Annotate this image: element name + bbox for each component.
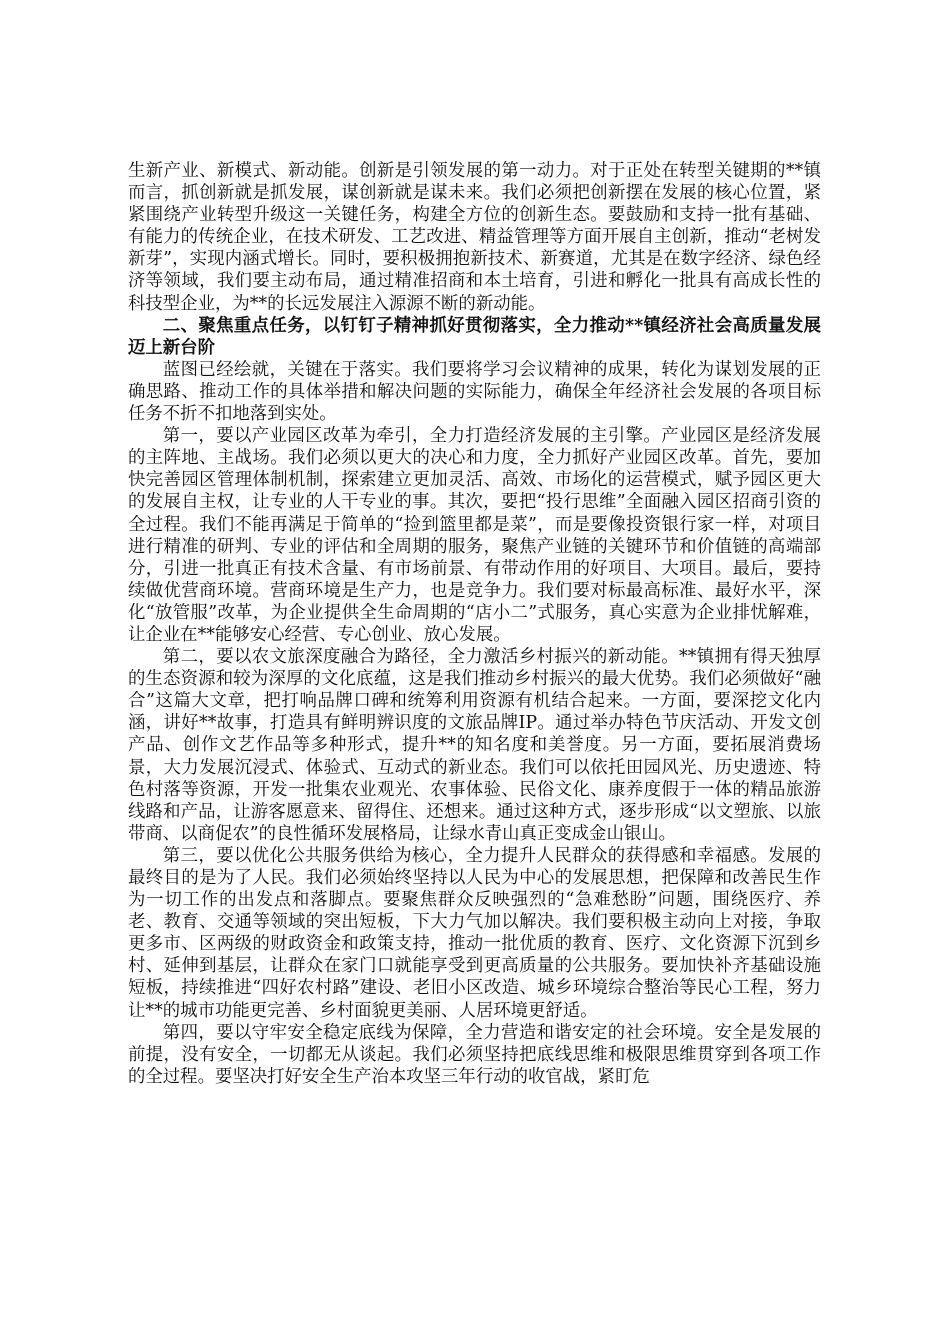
paragraph-innovation-continued: 生新产业、新模式、新动能。创新是引领发展的第一动力。对于正处在转型关键期的**镇而言，抓创新就是抓发展，谋创新就是谋未来。我们必须把创新摆在发展的核心位置，紧紧围绕产业转型升级这一关键任务，构建全方位的创新生态。要鼓励和支持一批有基础、有能力的传统企业，在技术研发、工艺改进、精益管理等方面开展自主创新，推动“老树发新芽”，实现内涵式增长。同时，要积极拥抱新技术、新赛道，尤其是在数字经济、绿色经济等领域，我们要主动布局，通过精准招商和本土培育，引进和孵化一批具有高成长性的科技型企业，为**的长远发展注入源源不断的新动能。 bbox=[128, 161, 821, 314]
paragraph-fourth: 第四，要以守牢安全稳定底线为保障，全力营造和谐安定的社会环境。安全是发展的前提，没有安全，一切都无从谈起。我们必须坚持把底线思维和极限思维贯穿到各项工作的全过程。要坚决打好安全生产治本攻坚三年行动的收官战，紧盯危 bbox=[128, 1022, 821, 1087]
paragraph-intro: 蓝图已经绘就，关键在于落实。我们要将学习会议精神的成果，转化为谋划发展的正确思路、推动工作的具体举措和解决问题的实际能力，确保全年经济社会发展的各项目标任务不折不扣地落到实处。 bbox=[128, 359, 821, 425]
paragraph-first: 第一，要以产业园区改革为牵引，全力打造经济发展的主引擎。产业园区是经济发展的主阵地、主战场。我们必须以更大的决心和力度，全力抓好产业园区改革。首先，要加快完善园区管理体制机制，探索建立更加灵活、高效、市场化的运营模式，赋予园区更大的发展自主权，让专业的人干专业的事。其次，要把“投行思维”全面融入园区招商引资的全过程。我们不能再满足于简单的“捡到篮里都是菜”，而是要像投资银行家一样，对项目进行精准的研判、专业的评估和全周期的服务，聚焦产业链的关键环节和价值链的高端部分，引进一批真正有技术含量、有市场前景、有带动作用的好项目、大项目。最后，要持续做优营商环境。营商环境是生产力，也是竞争力。我们要对标最高标准、最好水平，深化“放管服”改革，为企业提供全生命周期的“店小二”式服务，真心实意为企业排忧解难，让企业在**能够安心经营、专心创业、放心发展。 bbox=[128, 426, 821, 645]
paragraph-second: 第二，要以农文旅深度融合为路径，全力激活乡村振兴的新动能。**镇拥有得天独厚的生态资源和较为深厚的文化底蕴，这是我们推动乡村振兴的最大优势。我们必须做好“融合”这篇大文章，把打响品牌口碑和统筹利用资源有机结合起来。一方面，要深挖文化内涵，讲好**故事，打造具有鲜明辨识度的文旅品牌IP。通过举办特色节庆活动、开发文创产品、创作文艺作品等多种形式，提升**的知名度和美誉度。另一方面，要拓展消费场景，大力发展沉浸式、体验式、互动式的新业态。我们可以依托田园风光、历史遗迹、特色村落等资源，开发一批集农业观光、农事体验、民俗文化、康养度假于一体的精品旅游线路和产品，让游客愿意来、留得住、还想来。通过这种方式，逐步形成“以文塑旅、以旅带商、以商促农”的良性循环发展格局，让绿水青山真正变成金山银山。 bbox=[128, 647, 821, 844]
paragraph-third: 第三，要以优化公共服务供给为核心，全力提升人民群众的获得感和幸福感。发展的最终目的是为了人民。我们必须始终坚持以人民为中心的发展思想，把保障和改善民生作为一切工作的出发点和落脚点。要聚焦群众反映强烈的“急难愁盼”问题，围绕医疗、养老、教育、交通等领域的突出短板，下大力气加以解决。我们要积极主动向上对接，争取更多市、区两级的财政资金和政策支持，推动一批优质的教育、医疗、文化资源下沉到乡村、延伸到基层，让群众在家门口就能享受到更高质量的公共服务。要加快补齐基础设施短板，持续推进“四好农村路”建设、老旧小区改造、城乡环境综合整治等民心工程，努力让**的城市功能更完善、乡村面貌更美丽、人居环境更舒适。 bbox=[128, 845, 821, 1021]
document-page bbox=[128, 160, 821, 1088]
section-heading-2: 二、聚焦重点任务，以钉钉子精神抓好贯彻落实，全力推动**镇经济社会高质量发展迈上新台阶 bbox=[128, 315, 821, 358]
